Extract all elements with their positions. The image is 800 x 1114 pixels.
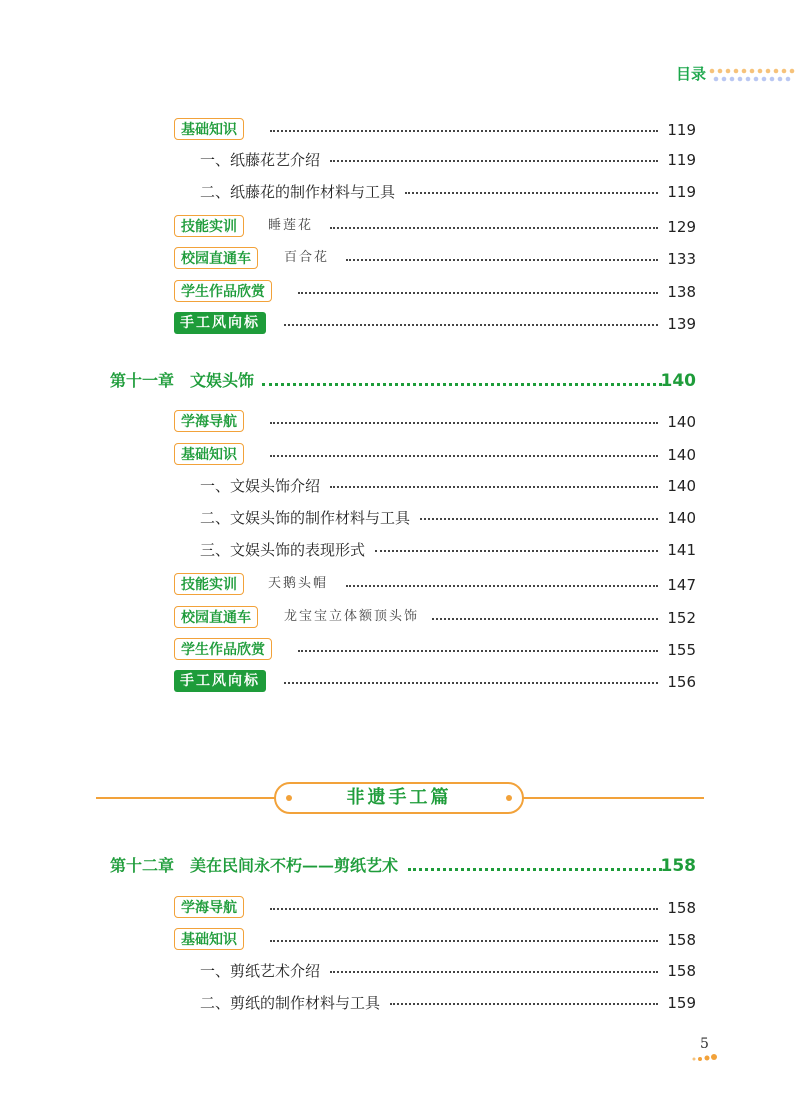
leader-dots — [330, 160, 658, 162]
toc-row[interactable] — [0, 442, 800, 468]
page-ref: 140 — [667, 509, 696, 527]
leader-dots — [270, 455, 658, 457]
section-tag: 基础知识 — [174, 118, 244, 140]
page-ref: 140 — [667, 446, 696, 464]
page-ref: 138 — [667, 283, 696, 301]
toc-row[interactable] — [0, 279, 800, 305]
section-tag: 校园直通车 — [174, 247, 258, 269]
toc-row[interactable] — [0, 505, 800, 531]
toc-row[interactable] — [0, 117, 800, 143]
page-ref: 119 — [667, 151, 696, 169]
page-ref: 155 — [667, 641, 696, 659]
leader-dots — [420, 518, 658, 520]
page-ref: 140 — [667, 413, 696, 431]
leader-dots — [270, 422, 658, 424]
section-banner — [274, 782, 524, 814]
section-tag: 基础知识 — [174, 443, 244, 465]
toc-row[interactable] — [0, 537, 800, 563]
page-ref: 158 — [667, 899, 696, 917]
toc-row[interactable] — [0, 990, 800, 1016]
subtitle: 睡莲花 — [268, 218, 314, 233]
subtitle: 天鹅头帽 — [268, 576, 329, 591]
leader-dots — [375, 550, 658, 552]
header-title: 目录 — [676, 65, 707, 83]
section-tag: 技能实训 — [174, 573, 244, 595]
page-ref: 140 — [667, 477, 696, 495]
section-tag-solid: 手工风向标 — [174, 312, 266, 334]
page-ref: 133 — [667, 250, 696, 268]
leader-dots — [330, 971, 658, 973]
toc-row[interactable] — [0, 311, 800, 337]
page-ref: 129 — [667, 218, 696, 236]
toc-item: 一、剪纸艺术介绍 — [200, 962, 321, 980]
chapter-page: 158 — [660, 856, 696, 876]
leader-dots — [390, 1003, 658, 1005]
toc-row[interactable] — [0, 669, 800, 695]
toc-item: 二、纸藤花的制作材料与工具 — [200, 183, 396, 201]
page-ref: 158 — [667, 931, 696, 949]
section-tag: 学海导航 — [174, 410, 244, 432]
leader-dots — [405, 192, 658, 194]
banner-rule-left — [96, 797, 276, 799]
chapter-page: 140 — [660, 371, 696, 391]
page-header — [676, 64, 800, 88]
section-tag: 校园直通车 — [174, 606, 258, 628]
section-tag: 学生作品欣赏 — [174, 280, 272, 302]
page-number: 5 — [700, 1036, 709, 1052]
toc-row[interactable] — [0, 958, 800, 984]
leader-dots — [298, 650, 658, 652]
leader-dots — [270, 940, 658, 942]
section-tag-solid: 手工风向标 — [174, 670, 266, 692]
subtitle: 龙宝宝立体额顶头饰 — [284, 609, 420, 624]
leader-dots — [284, 682, 658, 684]
toc-row[interactable] — [0, 927, 800, 953]
page-ref: 139 — [667, 315, 696, 333]
banner-rule-right — [522, 797, 704, 799]
leader-dots — [346, 585, 658, 587]
leader-dots — [270, 908, 658, 910]
chapter-title: 第十一章 文娱头饰 — [110, 371, 255, 390]
section-title: 非遗手工篇 — [346, 787, 452, 808]
page-ref: 119 — [667, 121, 696, 139]
toc-row[interactable] — [0, 637, 800, 663]
toc-row[interactable] — [0, 147, 800, 173]
page-ref: 158 — [667, 962, 696, 980]
page-ref: 159 — [667, 994, 696, 1012]
banner-dot-icon — [506, 795, 512, 801]
page-ref: 119 — [667, 183, 696, 201]
leader-dots — [262, 383, 662, 386]
leader-dots — [330, 486, 658, 488]
toc-row[interactable] — [0, 895, 800, 921]
leader-dots — [432, 618, 658, 620]
section-tag: 基础知识 — [174, 928, 244, 950]
leader-dots — [408, 868, 662, 871]
toc-row[interactable] — [0, 605, 800, 631]
page-ref: 152 — [667, 609, 696, 627]
section-tag: 学海导航 — [174, 896, 244, 918]
subtitle: 百合花 — [284, 250, 330, 265]
page-ref: 141 — [667, 541, 696, 559]
leader-dots — [346, 259, 658, 261]
decorative-dots-icon — [708, 66, 798, 84]
chapter-row[interactable] — [0, 367, 800, 397]
toc-row[interactable] — [0, 214, 800, 240]
toc-item: 一、纸藤花艺介绍 — [200, 151, 321, 169]
decorative-dots-icon — [690, 1052, 720, 1064]
page-ref: 147 — [667, 576, 696, 594]
section-tag: 学生作品欣赏 — [174, 638, 272, 660]
leader-dots — [330, 227, 658, 229]
section-tag: 技能实训 — [174, 215, 244, 237]
toc-row[interactable] — [0, 572, 800, 598]
chapter-title: 第十二章 美在民间永不朽——剪纸艺术 — [110, 856, 399, 875]
toc-item: 三、文娱头饰的表现形式 — [200, 541, 366, 559]
toc-row[interactable] — [0, 246, 800, 272]
page-ref: 156 — [667, 673, 696, 691]
toc-item: 二、剪纸的制作材料与工具 — [200, 994, 381, 1012]
toc-row[interactable] — [0, 473, 800, 499]
toc-row[interactable] — [0, 179, 800, 205]
leader-dots — [298, 292, 658, 294]
toc-row[interactable] — [0, 409, 800, 435]
chapter-row[interactable] — [0, 852, 800, 882]
toc-item: 一、文娱头饰介绍 — [200, 477, 321, 495]
leader-dots — [284, 324, 658, 326]
leader-dots — [270, 130, 658, 132]
toc-item: 二、文娱头饰的制作材料与工具 — [200, 509, 411, 527]
